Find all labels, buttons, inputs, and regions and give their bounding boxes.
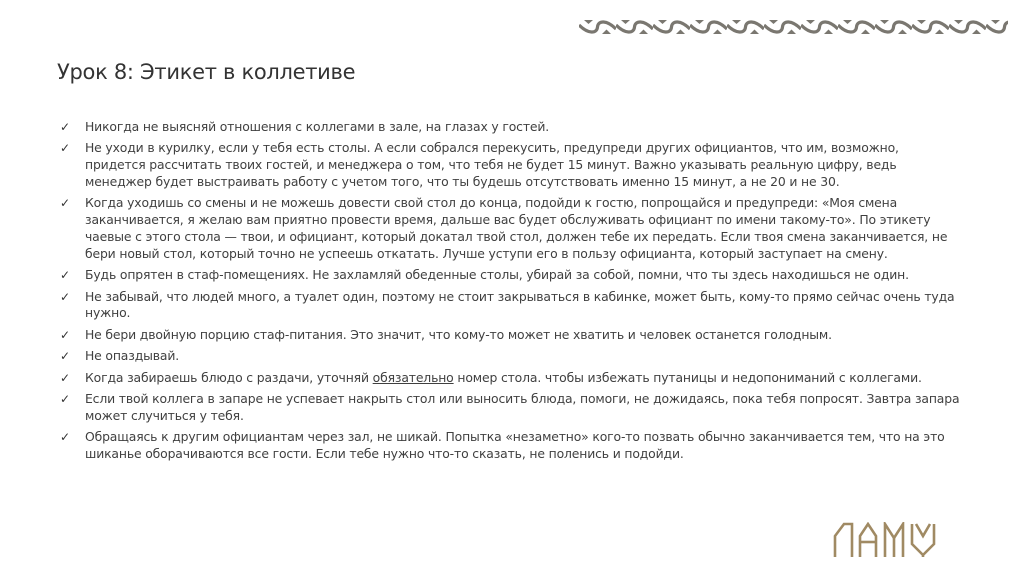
check-icon: ✓ (60, 370, 70, 385)
check-icon: ✓ (60, 196, 70, 211)
lamu-logo-icon (832, 522, 936, 558)
list-item (60, 370, 960, 387)
list-item (60, 289, 960, 323)
page-title: Урок 8: Этикет в коллетиве (57, 60, 356, 84)
check-icon: ✓ (60, 349, 70, 364)
check-icon: ✓ (60, 289, 70, 304)
check-icon: ✓ (60, 120, 70, 134)
list-item (60, 348, 960, 365)
lamu-logo (832, 522, 936, 558)
wave-ornament-border (579, 19, 1008, 35)
list-item (60, 195, 960, 262)
list-item (60, 267, 960, 284)
list-item-text: Не бери двойную порцию стаф-питания. Это значит, что кому-то может не хватить и человек останется голодным. (85, 326, 832, 342)
list-item-text-before: Когда забираешь блюдо с раздачи, уточняй (85, 369, 373, 385)
list-item-text-after: номер стола. чтобы избежать путаницы и недопониманий с коллегами. (453, 369, 922, 385)
wave-pattern-icon (579, 19, 1008, 35)
list-item-text: Не уходи в курилку, если у тебя есть столы. А если собрался перекусить, предупреди других официантов, что им, возможно, придется рассчитать твоих гостей, и менеджера о том, что тебя не будет 15 минут. Важно указывать реальную цифру, ведь менеджер будет выстраивать работу с учетом того, что ты будешь отсутствовать именно 15 минут, а не 20 и не 30. (85, 140, 899, 189)
list-item-text: Не опаздывай. (85, 348, 180, 364)
check-icon: ✓ (60, 268, 70, 283)
list-item-text: Не забывай, что людей много, а туалет один, поэтому не стоит закрываться в кабинке, может быть, кому-то прямо сейчас очень туда нужно. (85, 288, 955, 321)
check-icon: ✓ (60, 430, 70, 445)
list-item (60, 391, 960, 425)
underlined-emphasis: обязательно (372, 369, 454, 385)
list-item (60, 140, 960, 190)
check-icon: ✓ (60, 327, 70, 342)
list-item-text: Когда уходишь со смены и не можешь довести свой стол до конца, подойди к гостю, попрощайся и предупреди: «Моя смена заканчивается, я желаю вам приятно провести время, дальше вас будет обслуживать официант по имени такому-то». По этикету чаевые с этого стола — твои, и официант, который докатал твой стол, должен тебе их передать. Если твоя смена заканчивается, не бери новый стол, который точно не успеешь откатать. Лучше уступи его в пользу официанта, который заступает на смену. (85, 195, 948, 261)
list-item-text: Никогда не выясняй отношения с коллегами в зале, на глазах у гостей. (85, 119, 550, 134)
list-item (60, 327, 960, 344)
etiquette-list (60, 119, 960, 467)
list-item (60, 429, 960, 463)
list-item-text: Обращаясь к другим официантам через зал, не шикай. Попытка «незаметно» кого-то позвать обычно заканчивается тем, что на это шиканье оборачиваются все гости. Если тебе нужно что-то сказать, не поленись и подойди. (85, 429, 945, 461)
check-icon: ✓ (60, 141, 70, 156)
check-icon: ✓ (60, 391, 70, 406)
list-item-text: Если твой коллега в запаре не успевает накрыть стол или выносить блюда, помоги, не дожидаясь, пока тебя попросят. Завтра запара может случиться у тебя. (85, 390, 960, 423)
list-item-text: Будь опрятен в стаф-помещениях. Не захламляй обеденные столы, убирай за собой, помни, что ты здесь находишься не один. (85, 267, 909, 283)
list-item (60, 119, 960, 136)
